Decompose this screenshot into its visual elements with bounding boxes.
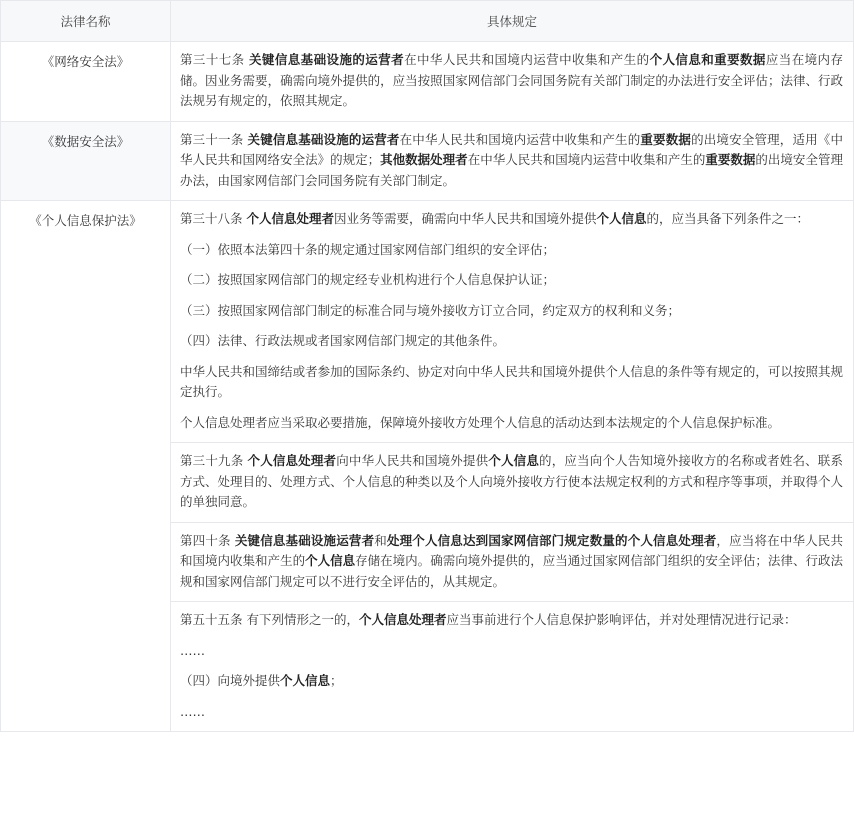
law-name-cell: 《数据安全法》	[1, 121, 171, 201]
provision-text: 的，应当向个人告知境外接收方的名称或者姓名、联系方式、处理目的、处理方式、个人信息的种类以及个人向境外接收方行使本法规定权利的方式和程序等事项，并取得个人的单独同意。	[180, 453, 843, 509]
provision-text: （四）向境外提供	[180, 673, 281, 688]
provision-paragraph	[180, 301, 843, 322]
emphasis-text: 其他数据处理者	[380, 152, 468, 167]
provision-paragraph	[180, 531, 843, 593]
provision-text: 在中华人民共和国境内运营中收集和产生的	[467, 152, 706, 167]
provision-text: 在中华人民共和国境内运营中收集和产生的	[399, 131, 641, 147]
provision-text: （二）按照国家网信部门的规定经专业机构进行个人信息保护认证；	[180, 272, 556, 287]
provision-paragraph	[180, 702, 843, 723]
provision-text: 应当事前进行个人信息保护影响评估，并对处理情况进行记录：	[446, 612, 797, 627]
provision-cell	[171, 443, 854, 523]
provision-text: （三）按照国家网信部门制定的标准合同与境外接收方订立合同，约定双方的权利和义务；	[180, 302, 681, 318]
provision-text: 第三十七条	[180, 52, 249, 67]
provision-text: 和	[374, 532, 387, 548]
provision-paragraph	[180, 451, 843, 513]
provision-text: 中华人民共和国缔结或者参加的国际条约、协定对向中华人民共和国境外提供个人信息的条件等有规定的，可以按照其规定执行。	[180, 363, 843, 399]
header-law-name: 法律名称	[1, 1, 171, 42]
provision-text: 的出境安全管理办法，由国家网信部门会同国务院有关部门制定。	[180, 152, 843, 188]
emphasis-text: 关键信息基础设施的运营者	[247, 131, 400, 147]
emphasis-text: 个人信息	[488, 453, 540, 468]
provision-paragraph	[180, 130, 843, 192]
emphasis-text: 关键信息基础设施的运营者	[249, 52, 405, 67]
emphasis-text: 个人信息	[280, 673, 331, 688]
provision-text: 存储在境内。确需向境外提供的，应当通过国家网信部门组织的安全评估；法律、行政法规和国家网信部门规定可以不进行安全评估的，从其规定。	[180, 553, 843, 589]
provision-paragraph	[180, 671, 843, 692]
emphasis-text: 处理个人信息达到国家网信部门规定数量的个人信息处理者	[386, 532, 717, 548]
provision-cell	[171, 42, 854, 122]
emphasis-text: 个人信息处理者	[246, 211, 334, 226]
provision-text: 第三十八条	[180, 211, 247, 226]
emphasis-text: 个人信息处理者	[247, 453, 337, 468]
provision-paragraph	[180, 209, 843, 230]
law-name-cell: 《网络安全法》	[1, 42, 171, 122]
emphasis-text: 关键信息基础设施运营者	[234, 532, 375, 548]
provision-text: 在中华人民共和国境内运营中收集和产生的	[404, 52, 650, 67]
provision-paragraph	[180, 413, 843, 434]
provision-text: （一）依照本法第四十条的规定通过国家网信部门组织的安全评估；	[180, 241, 556, 257]
provision-text: 个人信息处理者应当采取必要措施，保障境外接收方处理个人信息的活动达到本法规定的个人信息保护标准。	[180, 414, 781, 430]
provision-text: 因业务等需要，确需向中华人民共和国境外提供	[334, 211, 597, 226]
provision-paragraph	[180, 331, 843, 352]
table-row	[1, 121, 854, 201]
provision-cell	[171, 201, 854, 443]
provision-paragraph	[180, 240, 843, 261]
table-body	[1, 42, 854, 732]
table-row	[1, 42, 854, 122]
law-name-cell: 《个人信息保护法》	[1, 201, 171, 732]
emphasis-text: 个人信息	[305, 553, 356, 568]
provision-text: 第四十条	[180, 532, 235, 548]
provision-text: 的出境安全管理，适用《中华人民共和国网络安全法》的规定；	[180, 131, 843, 167]
provision-text: 向中华人民共和国境外提供	[336, 453, 489, 468]
provision-text: 第五十五条 有下列情形之一的，	[180, 612, 359, 627]
provision-paragraph	[180, 610, 843, 631]
emphasis-text: 个人信息处理者	[358, 612, 447, 627]
provision-text: 应当在境内存储。因业务需要，确需向境外提供的，应当按照国家网信部门会同国务院有关部门制定的办法进行安全评估；法律、行政法规另有规定的，依照其规定。	[180, 52, 843, 108]
provision-cell	[171, 602, 854, 732]
emphasis-text: 个人信息	[596, 211, 647, 226]
header-provisions: 具体规定	[171, 1, 854, 42]
provision-cell	[171, 522, 854, 602]
provision-text: ……	[180, 642, 205, 658]
provision-paragraph	[180, 50, 843, 112]
provision-paragraph	[180, 362, 843, 403]
emphasis-text: 个人信息和重要数据	[649, 52, 766, 67]
header-row	[1, 1, 854, 42]
table-row	[1, 201, 854, 443]
provision-text: 的，应当具备下列条件之一：	[646, 211, 810, 226]
provision-text: 第三十九条	[180, 453, 248, 468]
provision-text: 第三十一条	[180, 131, 248, 147]
provision-text: ；	[330, 673, 343, 688]
emphasis-text: 重要数据	[640, 131, 692, 147]
provision-text: ……	[180, 703, 205, 719]
provision-paragraph	[180, 270, 843, 291]
provision-text: （四）法律、行政法规或者国家网信部门规定的其他条件。	[180, 333, 506, 348]
provision-cell	[171, 121, 854, 201]
emphasis-text: 重要数据	[705, 152, 756, 167]
provision-paragraph	[180, 641, 843, 662]
provision-text: ，应当将在中华人民共和国境内收集和产生的	[180, 532, 843, 568]
